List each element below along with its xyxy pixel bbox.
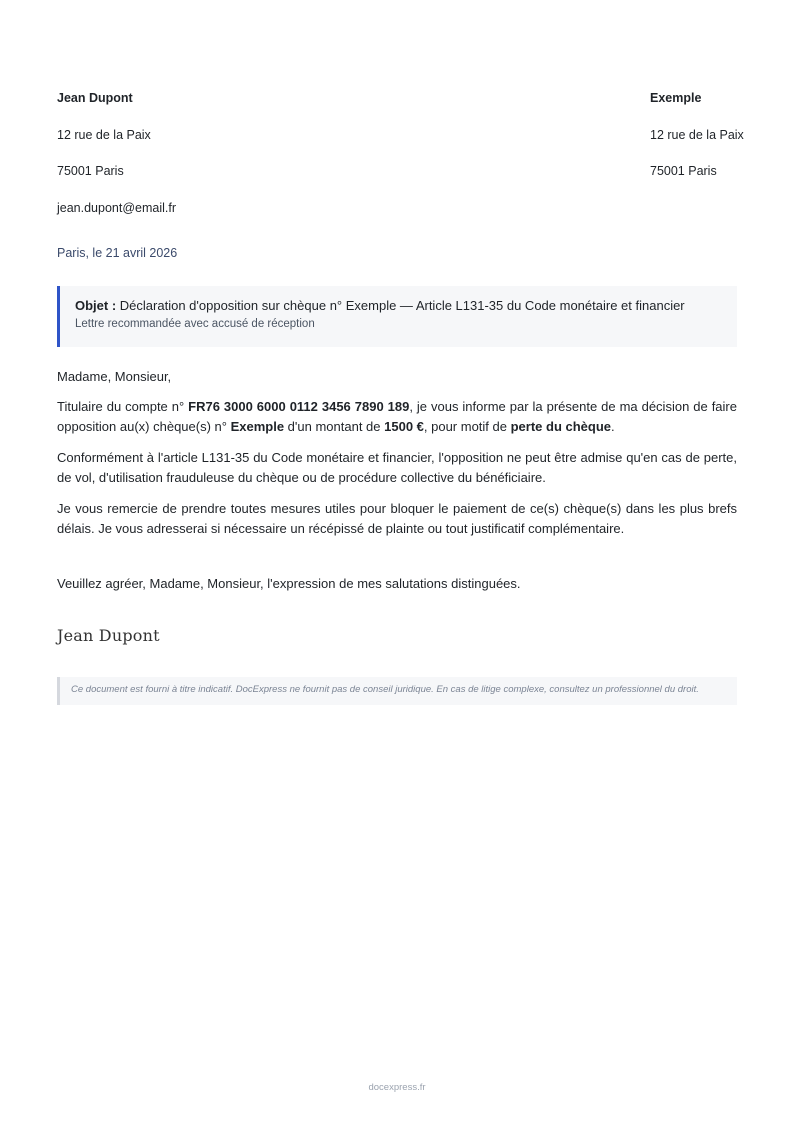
paragraph-request: Je vous remercie de prendre toutes mesures utiles pour bloquer le paiement de ce(s) chèque(s) dans les plus brefs délais. Je vous adresserai si nécessaire un récépissé de plainte ou tout justificatif complémentaire. xyxy=(57,501,737,536)
subject-subtitle: Lettre recommandée avec accusé de réception xyxy=(75,318,315,330)
p1-text-a: Titulaire du compte n° xyxy=(57,399,189,414)
footer-site: docexpress.fr xyxy=(368,1082,426,1093)
recipient-street: 12 rue de la Paix xyxy=(650,128,744,142)
sender-name: Jean Dupont xyxy=(57,91,133,105)
letter-date: Paris, le 21 avril 2026 xyxy=(57,246,178,260)
subject-line xyxy=(75,298,721,313)
closing-formula: Veuillez agréer, Madame, Monsieur, l'expression de mes salutations distinguées. xyxy=(57,576,521,591)
sender-address xyxy=(57,91,357,221)
p1-text-b: , je vous informe par la présente de ma décision de faire opposition au(x) chèque(s) n° xyxy=(57,399,737,434)
sender-street: 12 rue de la Paix xyxy=(57,128,151,142)
recipient-name: Exemple xyxy=(650,91,702,105)
account-number: FR76 3000 6000 0112 3456 7890 189 xyxy=(188,399,410,414)
p1-text-c: d'un montant de xyxy=(284,419,385,434)
sender-email: jean.dupont@email.fr xyxy=(57,201,177,215)
disclaimer-box: Ce document est fourni à titre indicatif. DocExpress ne fournit pas de conseil juridique. En cas de litige complexe, consultez un professionnel du droit. xyxy=(57,677,737,705)
letter-page xyxy=(57,0,744,1123)
p1-text-d: , pour motif de xyxy=(423,419,511,434)
subject-box xyxy=(57,286,737,347)
p1-text-e: . xyxy=(611,419,615,434)
paragraph-legal: Conformément à l'article L131-35 du Code monétaire et financier, l'opposition ne peut être admise qu'en cas de perte, de vol, d'utilisation frauduleuse du chèque ou de procédure collective du bénéficiaire. xyxy=(57,450,737,485)
cheque-number: Exemple xyxy=(230,419,285,434)
paragraph-opposition xyxy=(57,397,737,437)
recipient-city: 75001 Paris xyxy=(650,164,717,178)
opposition-motif: perte du chèque xyxy=(510,419,612,434)
recipient-address xyxy=(650,91,750,186)
greeting: Madame, Monsieur, xyxy=(57,369,172,384)
cheque-amount: 1500 € xyxy=(384,419,424,434)
subject-label: Objet : xyxy=(75,298,117,313)
sender-city: 75001 Paris xyxy=(57,164,124,178)
signature: Jean Dupont xyxy=(57,626,160,645)
subject-text: Déclaration d'opposition sur chèque n° Exemple — Article L131-35 du Code monétaire et financier xyxy=(119,298,685,313)
